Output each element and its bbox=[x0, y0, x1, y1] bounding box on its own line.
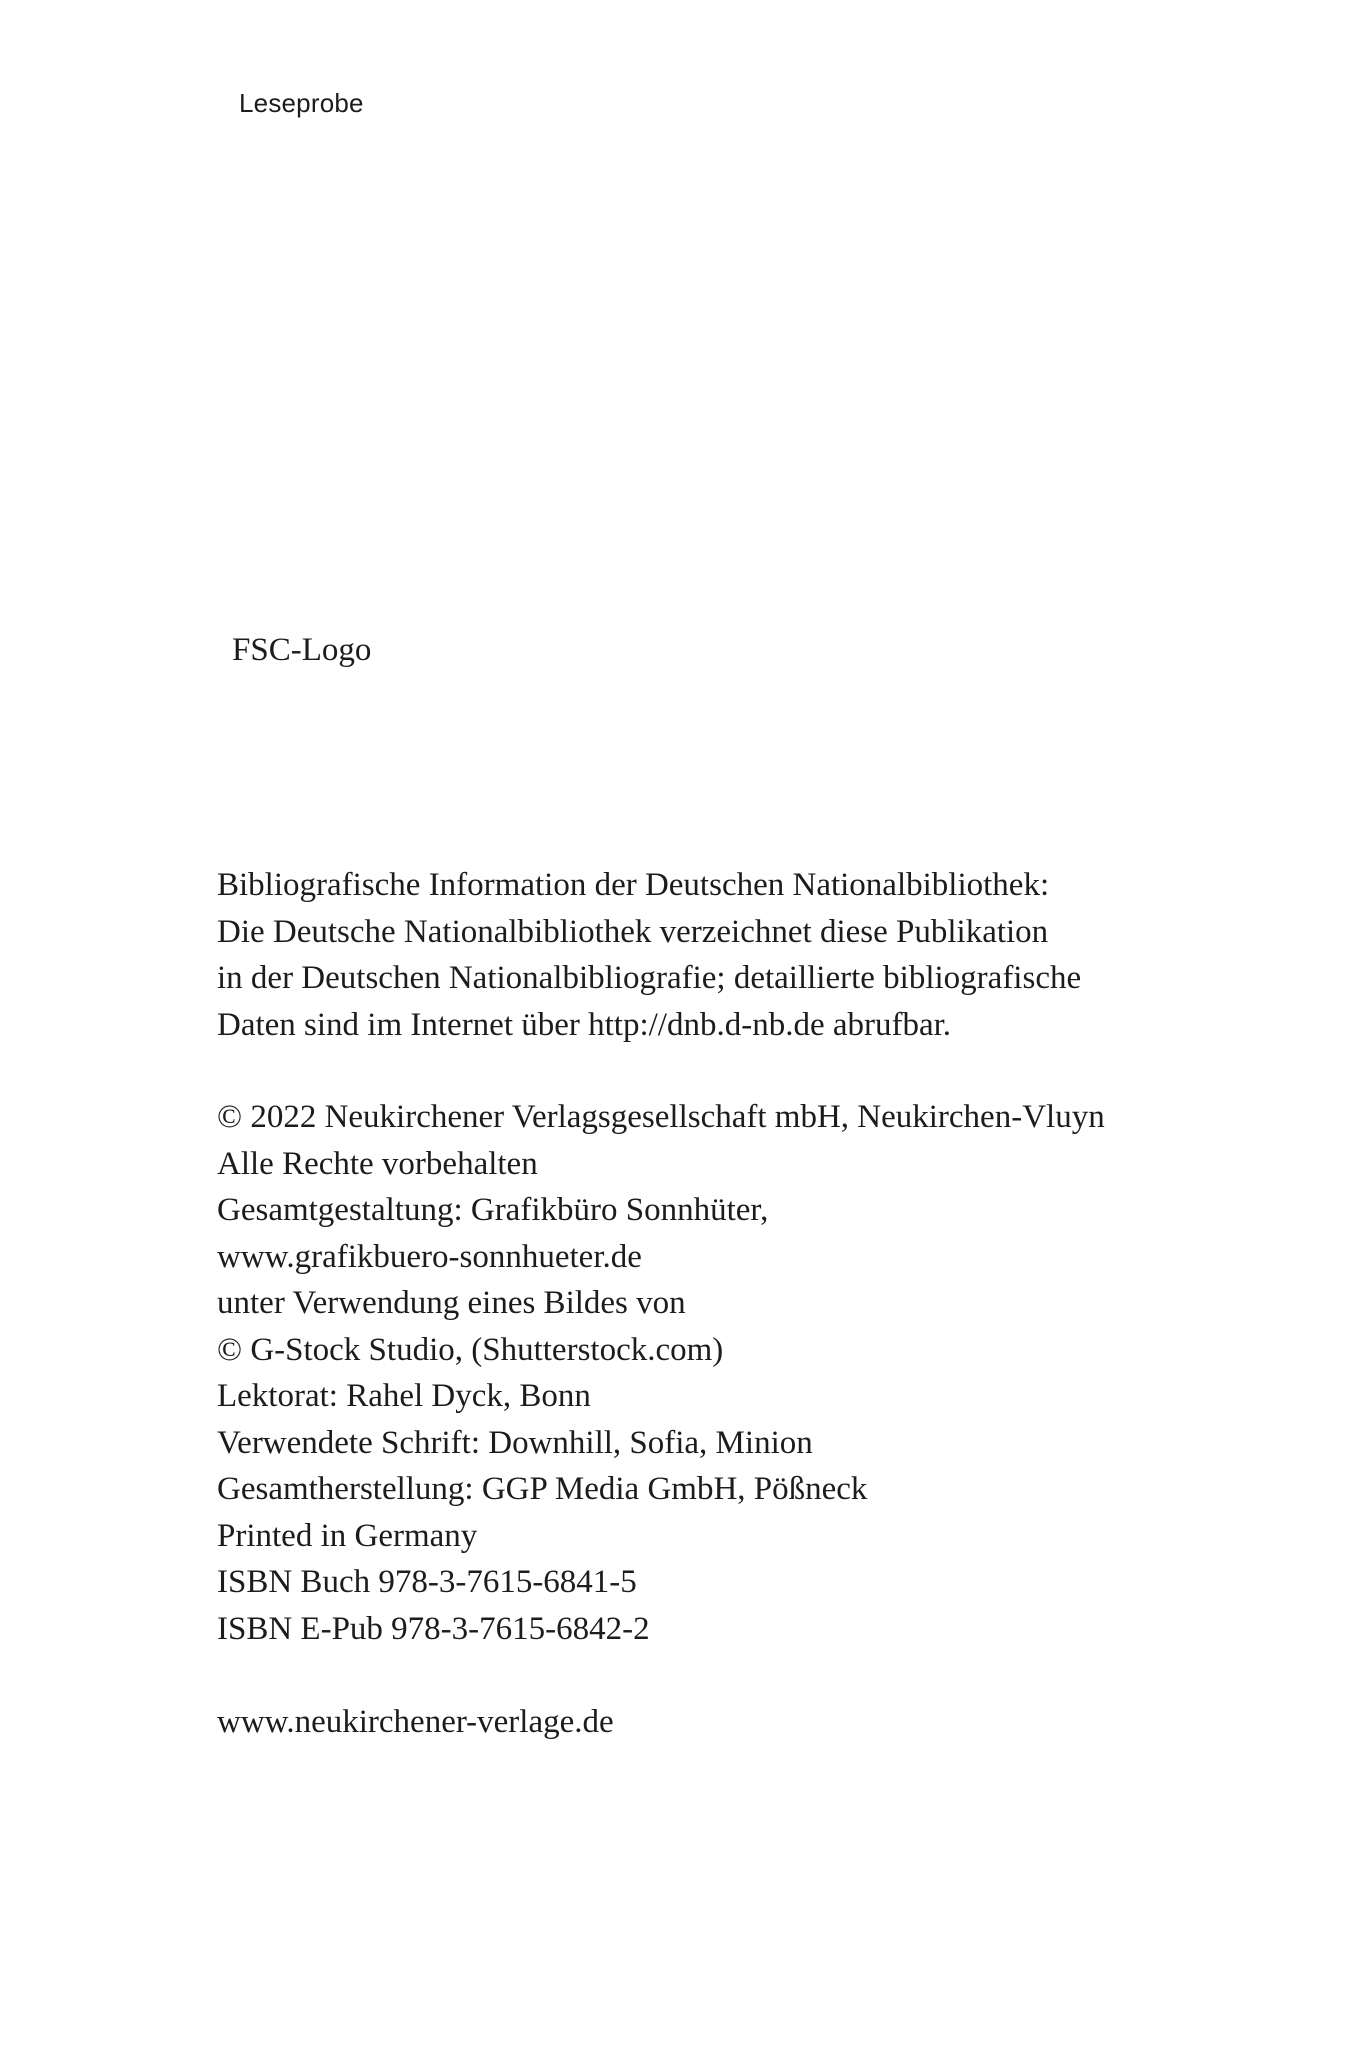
production-line: Gesamtherstellung: GGP Media GmbH, Pößneck bbox=[217, 1471, 868, 1507]
publisher-website-block bbox=[217, 1699, 614, 1746]
rights-line: Alle Rechte vorbehalten bbox=[217, 1145, 538, 1182]
isbn-book-line: ISBN Buch 978-3-7615-6841-5 bbox=[217, 1564, 637, 1600]
bibliographic-line: Bibliografische Information der Deutschen Nationalbibliothek: bbox=[217, 867, 1050, 903]
isbn-epub-line: ISBN E-Pub 978-3-7615-6842-2 bbox=[217, 1610, 650, 1647]
image-copyright-line: © G-Stock Studio, (Shutterstock.com) bbox=[217, 1331, 724, 1368]
copyright-line: © 2022 Neukirchener Verlagsgesellschaft mbH, Neukirchen-Vluyn bbox=[217, 1099, 1105, 1135]
page-header-label: Leseprobe bbox=[239, 88, 364, 118]
image-credit-line: unter Verwendung eines Bildes von bbox=[217, 1285, 686, 1321]
design-website-line: www.grafikbuero-sonnhueter.de bbox=[217, 1238, 642, 1275]
bibliographic-info bbox=[217, 862, 1081, 1048]
bibliographic-line: Die Deutsche Nationalbibliothek verzeichnet diese Publikation bbox=[217, 913, 1049, 950]
editing-line: Lektorat: Rahel Dyck, Bonn bbox=[217, 1378, 591, 1414]
typeface-line: Verwendete Schrift: Downhill, Sofia, Minion bbox=[217, 1424, 813, 1461]
bibliographic-line: Daten sind im Internet über http://dnb.d-nb.de abrufbar. bbox=[217, 1006, 952, 1043]
fsc-logo-placeholder: FSC-Logo bbox=[232, 632, 372, 668]
publisher-website: www.neukirchener-verlage.de bbox=[217, 1704, 614, 1740]
design-line: Gesamtgestaltung: Grafikbüro Sonnhüter, bbox=[217, 1192, 769, 1228]
bibliographic-line: in der Deutschen Nationalbibliografie; detaillierte bibliografische bbox=[217, 960, 1082, 996]
printed-in-line: Printed in Germany bbox=[217, 1517, 478, 1554]
imprint-credits bbox=[217, 1094, 1105, 1652]
